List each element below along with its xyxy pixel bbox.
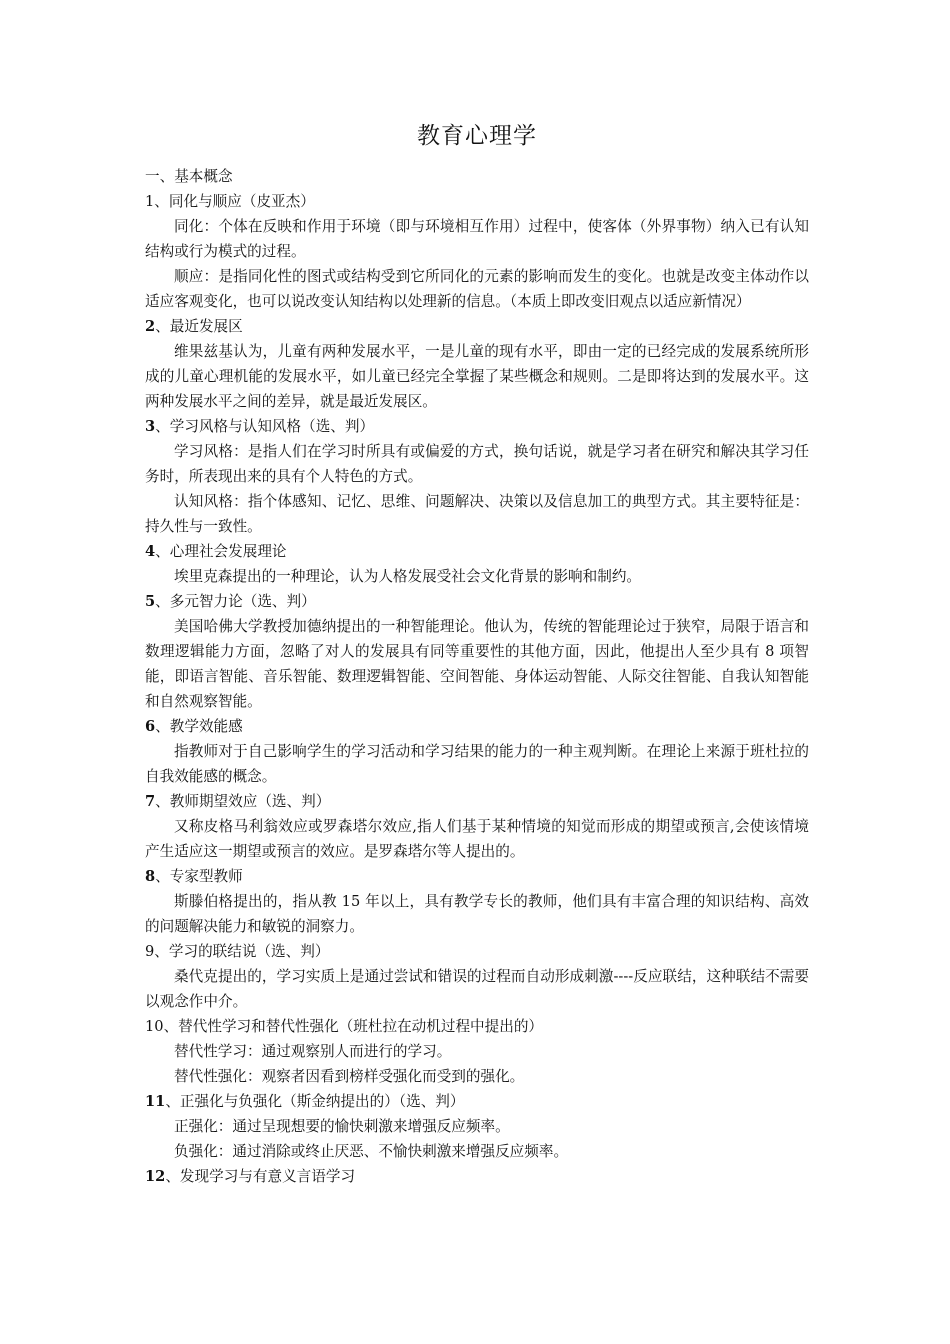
concept-heading-text: 、教师期望效应（选、判） [155, 793, 331, 810]
concept-paragraph: 美国哈佛大学教授加德纳提出的一种智能理论。他认为，传统的智能理论过于狭窄，局限于语言和数理逻辑能力方面，忽略了对人的发展具有同等重要性的其他方面，因此，他提出人至少具有 8 项智能，即语言智能、音乐智能、数理逻辑智能、空间智能、身体运动智能、人际交往智能、自我认知智能和自然观察智能。 [145, 618, 809, 710]
concept-heading-text: 、心理社会发展理论 [155, 543, 287, 560]
concept-heading [145, 939, 809, 964]
concept-paragraph: 替代性强化：观察者因看到榜样受强化而受到的强化。 [174, 1068, 525, 1085]
concept-paragraph: 埃里克森提出的一种理论，认为人格发展受社会文化背景的影响和制约。 [174, 568, 642, 585]
concept-paragraph: 顺应：是指同化性的图式或结构受到它所同化的元素的影响而发生的变化。也就是改变主体动作以适应客观变化，也可以说改变认知结构以处理新的信息。（本质上即改变旧观点以适应新情况） [145, 268, 809, 310]
concept-heading-text: 、学习风格与认知风格（选、判） [155, 418, 375, 435]
concept-heading-text: 、教学效能感 [155, 718, 243, 735]
concept-heading-text: 、多元智力论（选、判） [155, 593, 316, 610]
concept-heading-text: 、学习的联结说（选、判） [154, 943, 330, 960]
document-page [145, 116, 809, 1189]
concept-heading [145, 1164, 809, 1189]
concept-heading [145, 714, 809, 739]
concept-number: 5 [145, 593, 156, 610]
concept-number: 2 [145, 318, 156, 335]
concept-paragraph: 负强化：通过消除或终止厌恶、不愉快刺激来增强反应频率。 [174, 1143, 569, 1160]
concept-heading-text: 、发现学习与有意义言语学习 [165, 1168, 356, 1185]
concept-heading [145, 789, 809, 814]
concept-heading [145, 314, 809, 339]
concept-paragraph: 同化：个体在反映和作用于环境（即与环境相互作用）过程中，使客体（外界事物）纳入已有认知结构或行为模式的过程。 [145, 218, 809, 260]
concept-heading-text: 、最近发展区 [155, 318, 243, 335]
concept-number: 11 [145, 1093, 166, 1110]
concept-paragraph: 斯滕伯格提出的，指从教 15 年以上，具有教学专长的教师，他们具有丰富合理的知识结构、高效的问题解决能力和敏锐的洞察力。 [145, 893, 809, 935]
concept-number: 12 [145, 1168, 166, 1185]
concept-heading [145, 1014, 809, 1039]
concept-paragraph: 认知风格：指个体感知、记忆、思维、问题解决、决策以及信息加工的典型方式。其主要特征是：持久性与一致性。 [145, 493, 809, 535]
concept-paragraph: 正强化：通过呈现想要的愉快刺激来增强反应频率。 [174, 1118, 510, 1135]
concept-number: 6 [145, 718, 156, 735]
concept-heading [145, 414, 809, 439]
section-heading: 一、基本概念 [145, 168, 233, 185]
concept-number: 9 [145, 943, 155, 960]
concept-heading-text: 、替代性学习和替代性强化（班杜拉在动机过程中提出的） [163, 1018, 544, 1035]
concept-paragraph: 维果兹基认为，儿童有两种发展水平，一是儿童的现有水平，即由一定的已经完成的发展系统所形成的儿童心理机能的发展水平，如儿童已经完全掌握了某些概念和规则。二是即将达到的发展水平。这两种发展水平之间的差异，就是最近发展区。 [145, 343, 809, 410]
concept-paragraph: 学习风格：是指人们在学习时所具有或偏爱的方式，换句话说，就是学习者在研究和解决其学习任务时，所表现出来的具有个人特色的方式。 [145, 443, 809, 485]
concept-number: 8 [145, 868, 156, 885]
concept-heading-text: 、同化与顺应（皮亚杰） [154, 193, 315, 210]
concept-paragraph: 指教师对于自己影响学生的学习活动和学习结果的能力的一种主观判断。在理论上来源于班杜拉的自我效能感的概念。 [145, 743, 809, 785]
concept-number: 7 [145, 793, 156, 810]
concept-heading [145, 539, 809, 564]
concept-heading [145, 189, 809, 214]
concept-number: 4 [145, 543, 156, 560]
concept-heading [145, 589, 809, 614]
concept-heading [145, 1089, 809, 1114]
document-title: 教育心理学 [417, 123, 537, 149]
concept-paragraph: 又称皮格马利翁效应或罗森塔尔效应,指人们基于某种情境的知觉而形成的期望或预言,会使该情境产生适应这一期望或预言的效应。是罗森塔尔等人提出的。 [145, 818, 809, 860]
concept-list [145, 189, 809, 1189]
concept-number: 3 [145, 418, 156, 435]
concept-heading-text: 、正强化与负强化（斯金纳提出的）（选、判） [165, 1093, 465, 1110]
concept-number: 10 [145, 1018, 164, 1035]
concept-number: 1 [145, 193, 155, 210]
concept-paragraph: 替代性学习：通过观察别人而进行的学习。 [174, 1043, 452, 1060]
concept-heading [145, 864, 809, 889]
concept-paragraph: 桑代克提出的，学习实质上是通过尝试和错误的过程而自动形成刺激----反应联结，这种联结不需要以观念作中介。 [145, 968, 809, 1010]
concept-heading-text: 、专家型教师 [155, 868, 243, 885]
